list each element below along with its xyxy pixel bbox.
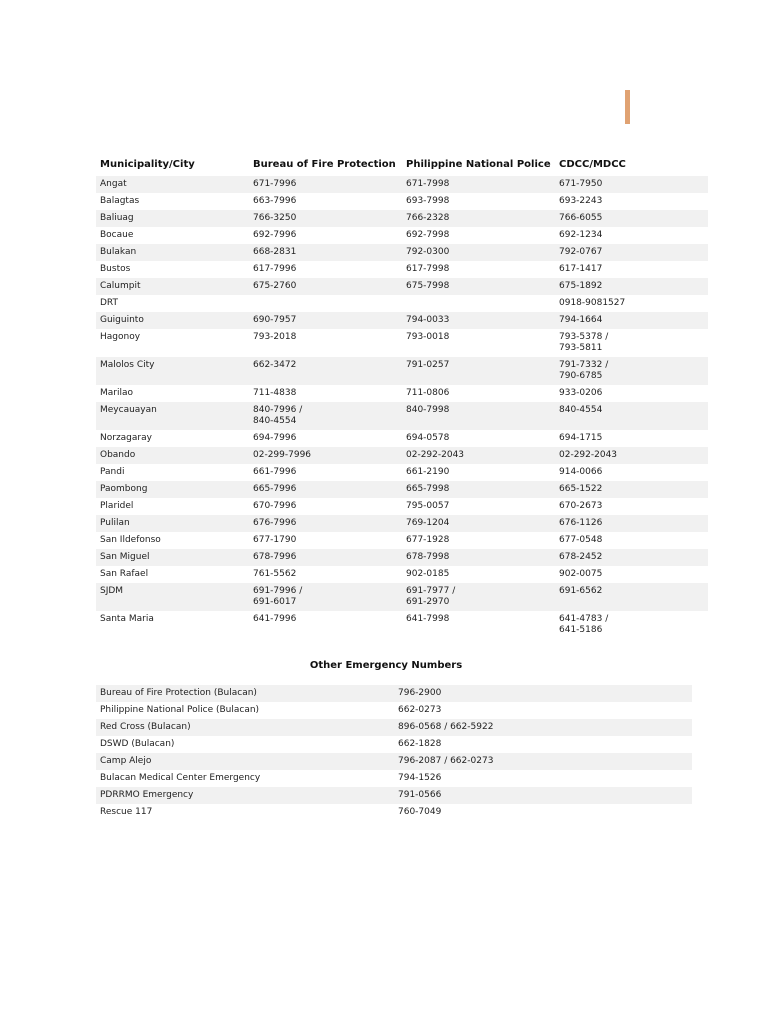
fire-protection-cell: 617-7996 xyxy=(253,264,297,274)
table-row xyxy=(96,244,708,261)
municipality-cell: Paombong xyxy=(96,481,249,498)
national-police-cell: 840-7998 xyxy=(402,402,555,430)
table-row xyxy=(96,532,708,549)
table-row xyxy=(96,498,708,515)
national-police-cell: 692-7998 xyxy=(406,230,450,240)
cdcc-mdcc-cell: 792-0767 xyxy=(555,244,708,261)
national-police-cell: 795-0057 xyxy=(406,501,450,511)
municipality-cell: Santa Maria xyxy=(100,614,154,624)
table-row xyxy=(96,549,708,566)
accent-bar xyxy=(625,90,630,124)
table-row xyxy=(96,804,692,821)
fire-protection-cell: 677-1790 xyxy=(253,535,297,545)
cdcc-mdcc-cell: 675-1892 xyxy=(555,278,708,295)
fire-protection-cell: 694-7996 xyxy=(253,433,297,443)
cdcc-mdcc-cell: 840-4554 xyxy=(555,402,708,430)
municipality-cell: Balagtas xyxy=(100,196,140,206)
agency-cell: Philippine National Police (Bulacan) xyxy=(100,705,260,715)
directory-body xyxy=(96,176,708,639)
table-row xyxy=(96,176,708,193)
fire-protection-cell: 663-7996 xyxy=(253,196,297,206)
directory-table-container xyxy=(96,157,676,639)
national-police-cell: 671-7998 xyxy=(402,176,555,193)
fire-protection-cell: 691-7996 / 691-6017 xyxy=(249,583,402,611)
municipality-cell: DRT xyxy=(100,298,119,308)
other-table-container xyxy=(96,685,676,821)
national-police-cell: 693-7998 xyxy=(406,196,450,206)
national-police-cell: 677-1928 xyxy=(406,535,450,545)
cdcc-mdcc-cell: 665-1522 xyxy=(555,481,708,498)
national-police-cell: 766-2328 xyxy=(402,210,555,227)
national-police-cell: 675-7998 xyxy=(402,278,555,295)
fire-protection-cell: 675-2760 xyxy=(249,278,402,295)
cdcc-mdcc-cell: 678-2452 xyxy=(555,549,708,566)
table-row xyxy=(96,430,708,447)
fire-protection-cell: 661-7996 xyxy=(253,467,297,477)
directory-table xyxy=(96,157,708,639)
table-row xyxy=(96,515,708,532)
cdcc-mdcc-cell: 617-1417 xyxy=(559,264,603,274)
table-row xyxy=(96,278,708,295)
fire-protection-cell: 678-7996 xyxy=(249,549,402,566)
national-police-cell: 678-7998 xyxy=(402,549,555,566)
table-row xyxy=(96,719,692,736)
table-row xyxy=(96,227,708,244)
table-row xyxy=(96,685,692,702)
header-national-police: Philippine National Police xyxy=(406,159,551,170)
cdcc-mdcc-cell: 933-0206 xyxy=(559,388,603,398)
phone-cell: 662-0273 xyxy=(398,705,442,715)
phone-cell: 796-2087 / 662-0273 xyxy=(394,753,692,770)
fire-protection-cell: 840-7996 / 840-4554 xyxy=(249,402,402,430)
national-police-cell: 691-7977 / 691-2970 xyxy=(402,583,555,611)
phone-cell: 791-0566 xyxy=(394,787,692,804)
agency-cell: Camp Alejo xyxy=(96,753,394,770)
directory-header-row xyxy=(96,157,708,176)
municipality-cell: San Rafael xyxy=(100,569,149,579)
table-row xyxy=(96,481,708,498)
cdcc-mdcc-cell: 793-5378 / 793-5811 xyxy=(559,332,609,353)
agency-cell: DSWD (Bulacan) xyxy=(100,739,175,749)
table-row xyxy=(96,261,708,278)
municipality-cell: Calumpit xyxy=(96,278,249,295)
cdcc-mdcc-cell: 676-1126 xyxy=(555,515,708,532)
phone-cell: 662-1828 xyxy=(398,739,442,749)
cdcc-mdcc-cell: 692-1234 xyxy=(559,230,603,240)
national-police-cell: 661-2190 xyxy=(406,467,450,477)
table-row xyxy=(96,702,692,719)
cdcc-mdcc-cell: 641-4783 / 641-5186 xyxy=(559,614,609,635)
table-row xyxy=(96,402,708,430)
cdcc-mdcc-cell: 677-0548 xyxy=(559,535,603,545)
header-fire-protection: Bureau of Fire Protection xyxy=(253,159,396,170)
national-police-cell: 641-7998 xyxy=(406,614,450,624)
fire-protection-cell: 761-5562 xyxy=(253,569,297,579)
municipality-cell: San Miguel xyxy=(96,549,249,566)
table-row xyxy=(96,329,708,357)
phone-cell: 794-1526 xyxy=(398,773,442,783)
table-row xyxy=(96,385,708,402)
fire-protection-cell: 793-2018 xyxy=(253,332,297,342)
fire-protection-cell xyxy=(249,295,402,312)
table-row xyxy=(96,753,692,770)
cdcc-mdcc-cell: 794-1664 xyxy=(555,312,708,329)
agency-cell: Bureau of Fire Protection (Bulacan) xyxy=(96,685,394,702)
fire-protection-cell: 766-3250 xyxy=(249,210,402,227)
header-municipality: Municipality/City xyxy=(100,159,195,170)
fire-protection-cell: 670-7996 xyxy=(253,501,297,511)
national-police-cell: 791-0257 xyxy=(402,357,555,385)
cdcc-mdcc-cell: 670-2673 xyxy=(559,501,603,511)
cdcc-mdcc-cell: 902-0075 xyxy=(559,569,603,579)
phone-cell: 896-0568 / 662-5922 xyxy=(394,719,692,736)
national-police-cell: 665-7998 xyxy=(402,481,555,498)
national-police-cell: 794-0033 xyxy=(402,312,555,329)
phone-cell: 796-2900 xyxy=(394,685,692,702)
other-emergency-title: Other Emergency Numbers xyxy=(309,660,463,671)
cdcc-mdcc-cell: 766-6055 xyxy=(555,210,708,227)
cdcc-mdcc-cell: 02-292-2043 xyxy=(555,447,708,464)
national-police-cell: 694-0578 xyxy=(406,433,450,443)
fire-protection-cell: 02-299-7996 xyxy=(249,447,402,464)
table-row xyxy=(96,611,708,639)
agency-cell: PDRRMO Emergency xyxy=(96,787,394,804)
fire-protection-cell: 662-3472 xyxy=(249,357,402,385)
municipality-cell: Obando xyxy=(96,447,249,464)
national-police-cell: 902-0185 xyxy=(406,569,450,579)
fire-protection-cell: 690-7957 xyxy=(249,312,402,329)
municipality-cell: Meycauayan xyxy=(96,402,249,430)
cdcc-mdcc-cell: 691-6562 xyxy=(555,583,708,611)
national-police-cell: 769-1204 xyxy=(402,515,555,532)
agency-cell: Bulacan Medical Center Emergency xyxy=(100,773,261,783)
national-police-cell: 792-0300 xyxy=(402,244,555,261)
municipality-cell: Pulilan xyxy=(96,515,249,532)
national-police-cell: 711-0806 xyxy=(406,388,450,398)
national-police-cell: 02-292-2043 xyxy=(402,447,555,464)
agency-cell: Rescue 117 xyxy=(100,807,153,817)
table-row xyxy=(96,736,692,753)
table-row xyxy=(96,770,692,787)
table-row xyxy=(96,464,708,481)
municipality-cell: Baliuag xyxy=(96,210,249,227)
municipality-cell: Norzagaray xyxy=(100,433,152,443)
table-row xyxy=(96,357,708,385)
municipality-cell: Guiguinto xyxy=(96,312,249,329)
other-table xyxy=(96,685,692,821)
municipality-cell: Hagonoy xyxy=(100,332,141,342)
cdcc-mdcc-cell: 694-1715 xyxy=(559,433,603,443)
cdcc-mdcc-cell: 914-0066 xyxy=(559,467,603,477)
table-row xyxy=(96,447,708,464)
municipality-cell: Angat xyxy=(96,176,249,193)
municipality-cell: Malolos City xyxy=(96,357,249,385)
municipality-cell: SJDM xyxy=(96,583,249,611)
cdcc-mdcc-cell: 791-7332 / 790-6785 xyxy=(555,357,708,385)
table-row xyxy=(96,566,708,583)
other-body xyxy=(96,685,692,821)
national-police-cell xyxy=(402,295,555,312)
fire-protection-cell: 676-7996 xyxy=(249,515,402,532)
table-row xyxy=(96,193,708,210)
national-police-cell: 793-0018 xyxy=(406,332,450,342)
municipality-cell: Marilao xyxy=(100,388,134,398)
table-row xyxy=(96,583,708,611)
header-cdcc-mdcc: CDCC/MDCC xyxy=(559,159,626,170)
municipality-cell: Bocaue xyxy=(100,230,134,240)
fire-protection-cell: 711-4838 xyxy=(253,388,297,398)
table-row xyxy=(96,210,708,227)
fire-protection-cell: 665-7996 xyxy=(249,481,402,498)
municipality-cell: Bustos xyxy=(100,264,131,274)
cdcc-mdcc-cell: 671-7950 xyxy=(555,176,708,193)
fire-protection-cell: 668-2831 xyxy=(249,244,402,261)
table-row xyxy=(96,787,692,804)
phone-cell: 760-7049 xyxy=(398,807,442,817)
cdcc-mdcc-cell: 693-2243 xyxy=(559,196,603,206)
fire-protection-cell: 641-7996 xyxy=(253,614,297,624)
table-row xyxy=(96,312,708,329)
fire-protection-cell: 671-7996 xyxy=(249,176,402,193)
fire-protection-cell: 692-7996 xyxy=(253,230,297,240)
municipality-cell: Pandi xyxy=(100,467,125,477)
national-police-cell: 617-7998 xyxy=(406,264,450,274)
agency-cell: Red Cross (Bulacan) xyxy=(96,719,394,736)
municipality-cell: Bulakan xyxy=(96,244,249,261)
table-row xyxy=(96,295,708,312)
municipality-cell: Plaridel xyxy=(100,501,134,511)
cdcc-mdcc-cell: 0918-9081527 xyxy=(559,298,626,308)
municipality-cell: San Ildefonso xyxy=(100,535,161,545)
